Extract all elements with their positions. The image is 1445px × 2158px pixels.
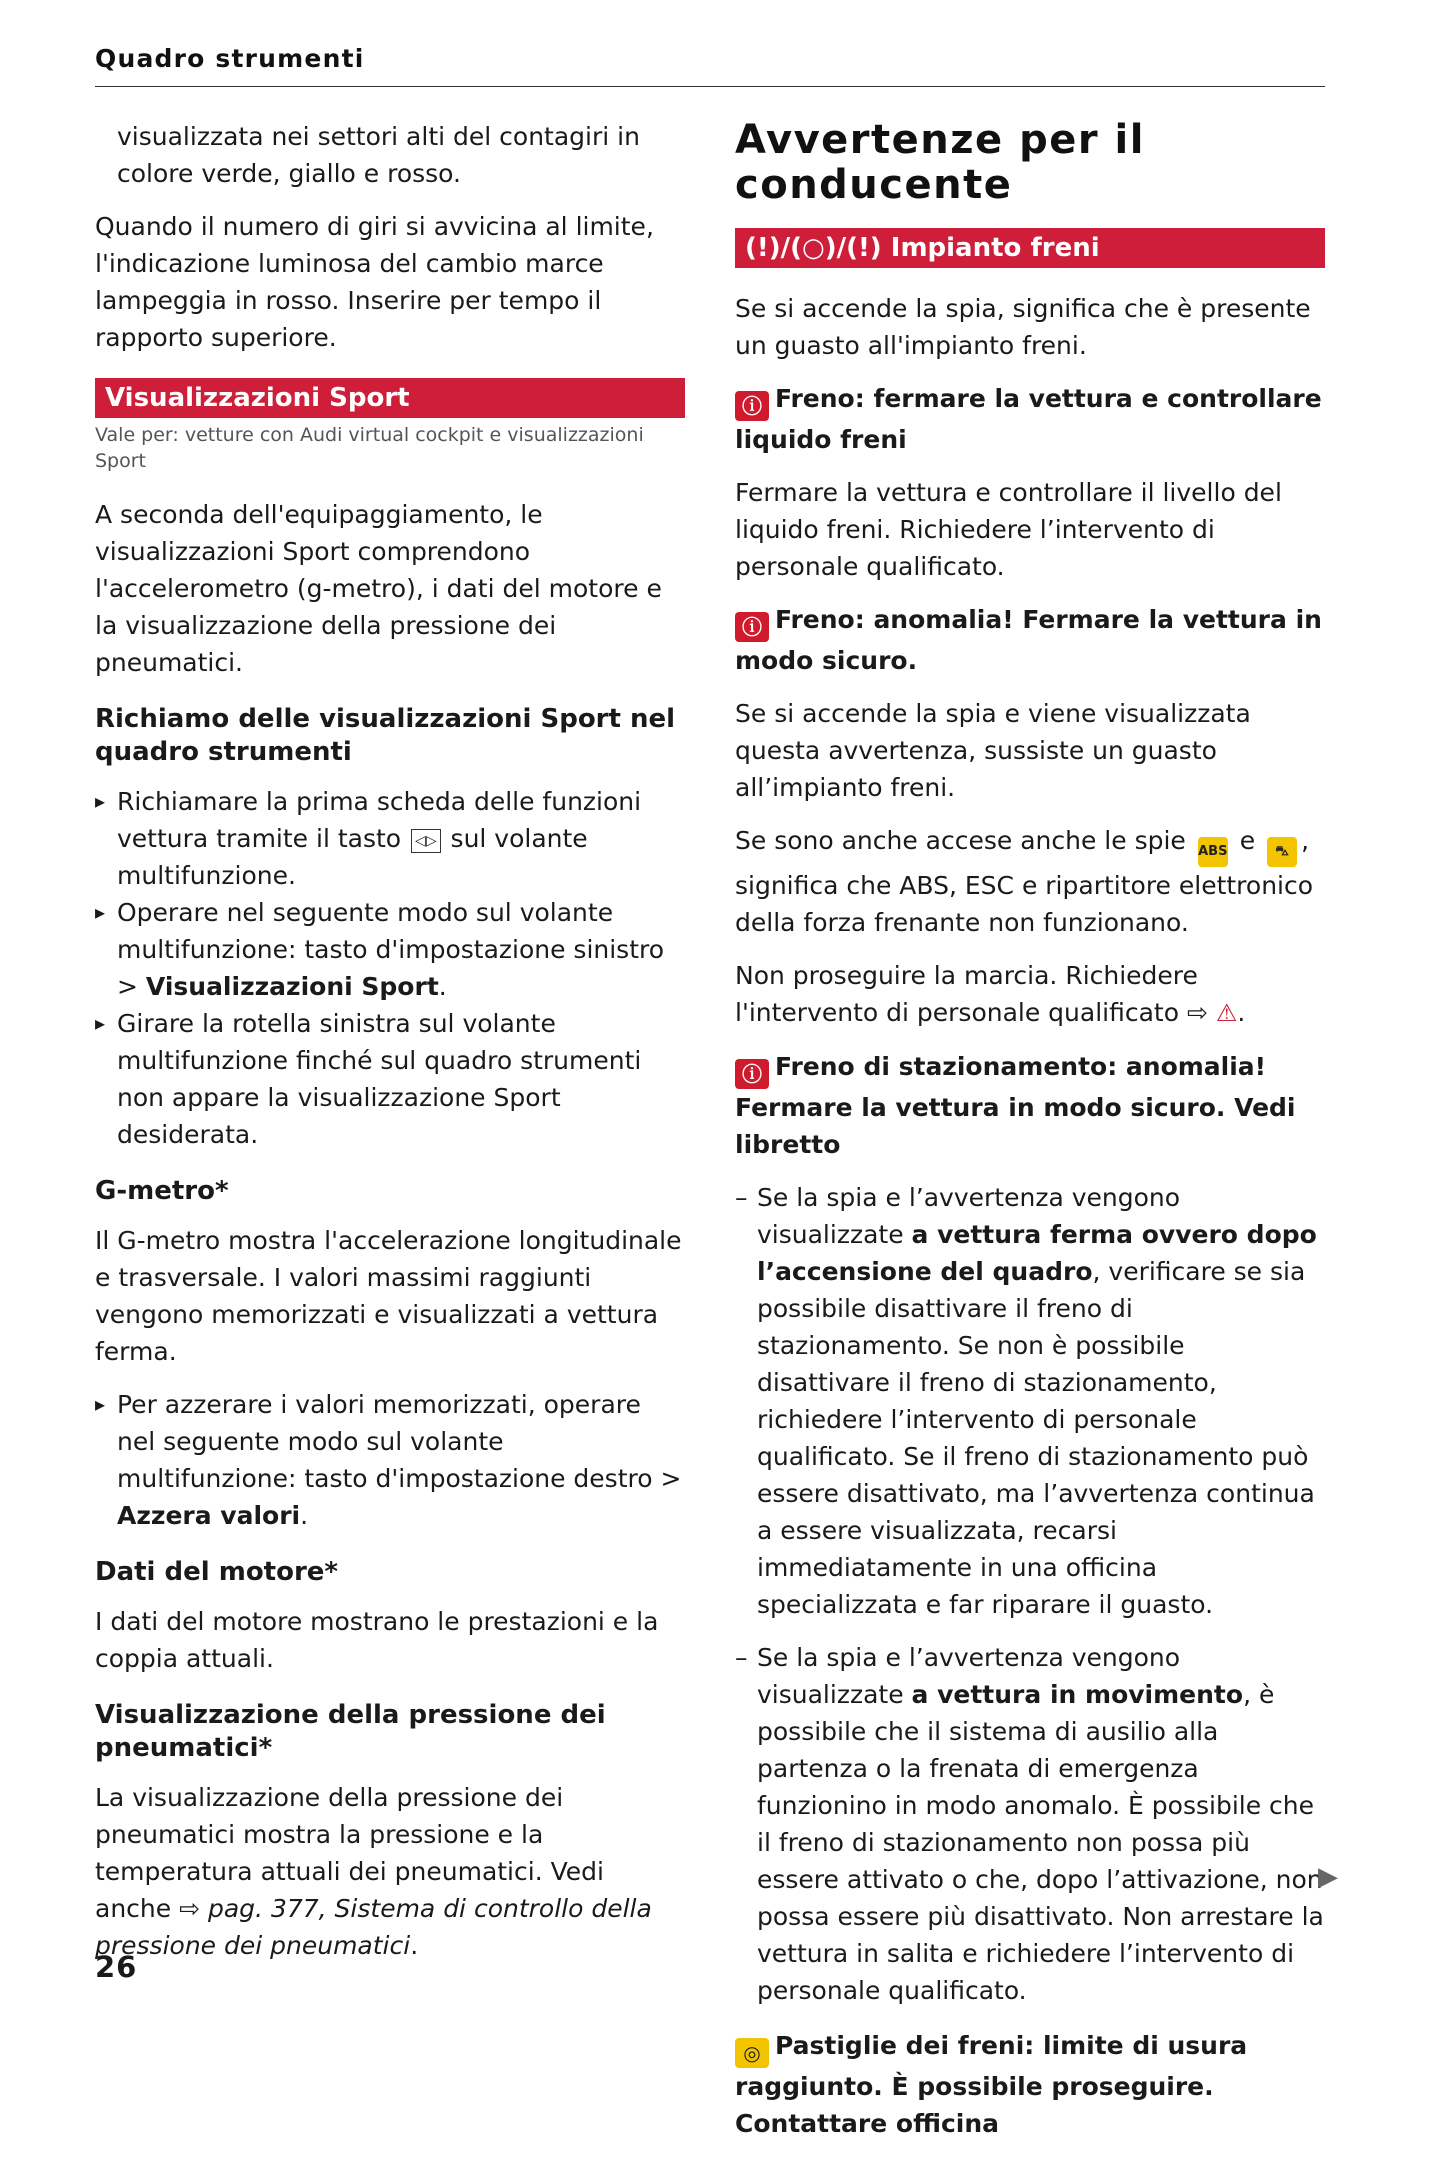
brake-pad-icon: ◎ xyxy=(735,2038,769,2068)
list-item: ▸ Per azzerare i valori memorizzati, operare nel seguente modo sul volante multifunzione: tasto d'impostazione destro > Azzera valori. xyxy=(95,1386,685,1534)
paragraph-shift-indicator: Quando il numero di giri si avvicina al limite, l'indicazione luminosa del cambio marce lampeggia in rosso. Inserire per tempo il rapporto superiore. xyxy=(95,212,654,352)
list-item xyxy=(95,1005,685,1153)
cross-reference-link[interactable]: ⇨ pag. 377, Sistema di controllo della pressione dei pneumatici xyxy=(95,1894,652,1960)
brake-warning-icon: ⓘ xyxy=(735,1059,769,1089)
heading-recall: Richiamo delle visualizzazioni Sport nel quadro strumenti xyxy=(95,704,676,767)
page-number: 26 xyxy=(95,1950,138,1984)
heading-engine: Dati del motore* xyxy=(95,1557,339,1587)
sport-intro: A seconda dell'equipaggiamento, le visualizzazioni Sport comprendono l'accelerometro (g-metro), i dati del motore e la visualizzazione della pressione dei pneumatici. xyxy=(95,500,662,677)
brake-fluid-text: Fermare la vettura e controllare il livello del liquido freni. Richiedere l’intervento di personale qualificato. xyxy=(735,478,1282,581)
menu-path: Azzera valori xyxy=(117,1501,301,1530)
gmeter-steps xyxy=(95,1386,685,1534)
continue-arrow-icon: ▶ xyxy=(1318,1862,1338,1892)
brake-warning-icon: ⓘ xyxy=(735,612,769,642)
brake-system-icons: (!)/(○)/(!) xyxy=(745,233,882,263)
arrow-keys-icon: ◁▷ xyxy=(411,829,441,853)
warning-brake-pads: ◎ Pastiglie dei freni: limite di usura raggiunto. È possibile proseguire. Contattare officina xyxy=(735,2031,1248,2138)
list-item: ▸ Operare nel seguente modo sul volante multifunzione: tasto d'impostazione sinistro > Visualizzazioni Sport. xyxy=(95,894,685,1005)
tire-text: La visualizzazione della pressione dei pneumatici mostra la pressione e la temperatura attuali dei pneumatici. Vedi anche ⇨ pag. 377, Sistema di controllo della pressione dei pneumatici. xyxy=(95,1783,652,1960)
section-title: Visualizzazioni Sport xyxy=(105,383,410,413)
parking-brake-list xyxy=(735,1179,1325,2009)
right-column xyxy=(735,118,1325,2158)
list-item: – Se la spia e l’avvertenza vengono visualizzate a vettura ferma ovvero dopo l’accensione del quadro, verificare se sia possibile disattivare il freno di stazionamento. Se non è possibile disattivare il freno di stazionamento, richiedere l’intervento di personale qualificato. Se il freno di stazionamento può essere disattivato, ma l’avvertenza continua a essere visualizzata, recarsi immediatamente in una officina specializzata e far riparare il guasto. xyxy=(735,1179,1325,1623)
step-text: Operare nel seguente modo sul volante multifunzione: tasto d'impostazione sinistro > xyxy=(117,898,665,1001)
page-heading: Avvertenze per il conducente xyxy=(735,117,1145,208)
menu-path: Visualizzazioni Sport xyxy=(145,972,439,1001)
header-title: Quadro strumenti xyxy=(95,44,365,73)
stop-driving-text: Non proseguire la marcia. Richiedere l'intervento di personale qualificato ⇨ ⚠. xyxy=(735,961,1246,1027)
paragraph-continued: visualizzata nei settori alti del contagiri in colore verde, giallo e rosso. xyxy=(117,122,640,188)
step-text: Girare la rotella sinistra sul volante multifunzione finché sul quadro strumenti non appare la visualizzazione Sport desiderata. xyxy=(117,1009,642,1149)
section-applicability-note: Vale per: vetture con Audi virtual cockpit e visualizzazioni Sport xyxy=(95,424,644,472)
gmeter-text: Il G-metro mostra l'accelerazione longitudinale e trasversale. I valori massimi raggiunti vengono memorizzati e visualizzati a vettura ferma. xyxy=(95,1226,682,1366)
abs-icon: ABS xyxy=(1198,837,1228,867)
esc-icon: ⛍ xyxy=(1267,837,1297,867)
warning-triangle-icon[interactable]: ⚠ xyxy=(1215,999,1238,1027)
list-item xyxy=(95,783,685,894)
brake-warning-icon: ⓘ xyxy=(735,391,769,421)
step-text: Per azzerare i valori memorizzati, operare nel seguente modo sul volante multifunzione: tasto d'impostazione destro > xyxy=(117,1390,682,1493)
section-bar-sport xyxy=(95,378,685,418)
heading-gmeter: G-metro* xyxy=(95,1176,229,1206)
section-title: Impianto freni xyxy=(890,233,1100,263)
engine-text: I dati del motore mostrano le prestazioni e la coppia attuali. xyxy=(95,1607,659,1673)
left-column xyxy=(95,118,685,1980)
step-text: Richiamare la prima scheda delle funzioni vettura tramite il tasto xyxy=(117,787,642,853)
warning-brake-malfunction: ⓘ Freno: anomalia! Fermare la vettura in modo sicuro. xyxy=(735,605,1322,675)
list-item: – Se la spia e l’avvertenza vengono visualizzate a vettura in movimento, è possibile che il sistema di ausilio alla partenza o la frenata di emergenza funzionino in modo anomalo. È possibile che il freno di stazionamento non possa più essere attivato o che, dopo l’attivazione, non possa essere più disattivato. Non arrestare la vettura in salita e richiedere l’intervento di personale qualificato. xyxy=(735,1639,1325,2009)
brake-malfunction-text: Se si accende la spia e viene visualizzata questa avvertenza, sussiste un guasto all’impianto freni. xyxy=(735,699,1251,802)
abs-esc-text: Se sono anche accese anche le spie ABS e ⛍ , significa che ABS, ESC e ripartitore elettronico della forza frenante non funzionano. xyxy=(735,826,1314,937)
page-header xyxy=(95,44,1325,87)
heading-tire: Visualizzazione della pressione dei pneumatici* xyxy=(95,1700,606,1763)
recall-steps xyxy=(95,783,685,1153)
brakes-intro: Se si accende la spia, significa che è presente un guasto all'impianto freni. xyxy=(735,294,1311,360)
warning-brake-fluid: ⓘ Freno: fermare la vettura e controllare liquido freni xyxy=(735,384,1322,454)
warning-parking-brake: ⓘ Freno di stazionamento: anomalia! Fermare la vettura in modo sicuro. Vedi libretto xyxy=(735,1052,1296,1159)
section-bar-brakes xyxy=(735,228,1325,268)
step-text: sul volante multifunzione. xyxy=(117,824,588,890)
